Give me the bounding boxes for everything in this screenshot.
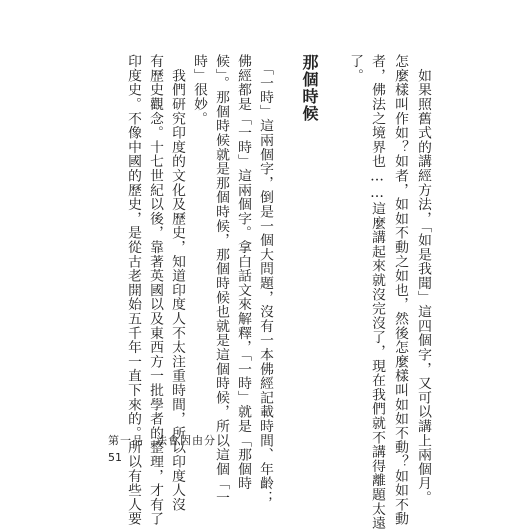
text-column: 者，佛法之境界也……這麼講起來就沒完沒了，現在我們就不講得離題太遠	[369, 54, 385, 530]
text-column: 「一時」這兩個字，倒是一個大問題，沒有一本佛經記載時間、年齡；	[257, 54, 273, 505]
text-column: 候」。那個時候就是那個時候，那個時候也就是這個時候，所以這個「一	[213, 54, 229, 505]
text-column: 印度史。不像中國的歷史，是從古老開始五千年一直下來的。所以有些人要	[125, 54, 141, 526]
text-column: 時」很妙。	[191, 54, 207, 126]
text-column: 怎麼樣叫作如？如者，如如不動之如也，然後怎麼樣叫如如不動？如如不動	[392, 54, 408, 526]
text-column: 了。	[347, 54, 363, 83]
text-column: 我們研究印度的文化及歷史，知道印度人不太注重時間，所以印度人沒	[169, 54, 185, 512]
section-heading: 那個時候	[300, 54, 319, 122]
text-column: 如果照舊式的講經方法，「如是我聞」這四個字，又可以講上兩個月。	[415, 54, 431, 505]
running-footer-chapter: 第一品 法會因由分	[108, 434, 216, 447]
page-number: 51	[108, 451, 122, 464]
text-column: 佛經都是「一時」這兩個字。拿白話文來解釋，「一時」就是「那個時	[235, 54, 251, 491]
text-column: 有歷史觀念。十七世紀以後，靠著英國以及東西方一批學者的整理，才有了	[147, 54, 163, 526]
